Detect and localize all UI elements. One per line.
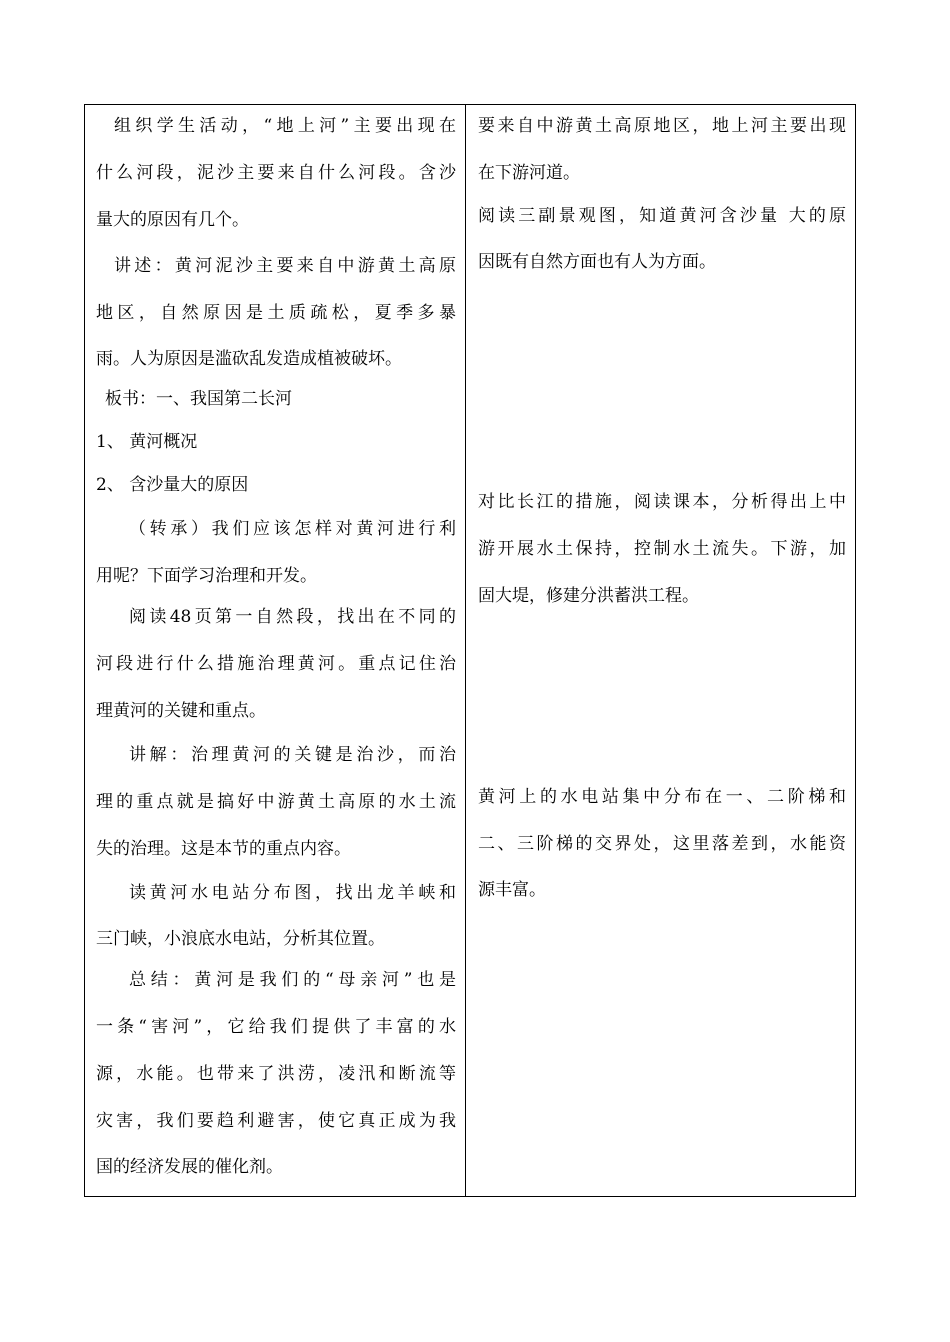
left-line-15: 讲解：治理黄河的关键是治沙，而治 (129, 745, 456, 765)
right-line-4: 因既有自然方面也有人为方面。 (478, 252, 716, 272)
left-line-3: 量大的原因有几个。 (96, 210, 249, 230)
left-line-21: 一条“害河”，它给我们提供了丰富的水 (96, 1017, 456, 1037)
left-line-18: 读黄河水电站分布图，找出龙羊峡和 (129, 883, 456, 903)
left-line-10: （转承）我们应该怎样对黄河进行利 (129, 519, 456, 539)
right-line-2: 在下游河道。 (478, 163, 580, 183)
left-line-12: 阅读48页第一自然段，找出在不同的 (129, 607, 456, 627)
column-divider (465, 104, 466, 1197)
left-line-4: 讲述：黄河泥沙主要来自中游黄土高原 (114, 256, 456, 276)
left-line-14: 理黄河的关键和重点。 (96, 701, 266, 721)
right-line-10: 源丰富。 (478, 880, 546, 900)
left-line-5: 地区，自然原因是土质疏松，夏季多暴 (96, 303, 456, 323)
left-line-16: 理的重点就是搞好中游黄土高原的水土流 (96, 792, 456, 812)
left-line-7: 板书：一、我国第二长河 (105, 389, 292, 409)
right-line-1: 要来自中游黄土高原地区，地上河主要出现 (478, 116, 846, 136)
right-line-9: 二、三阶梯的交界处，这里落差到，水能资 (478, 834, 846, 854)
left-line-2: 什么河段，泥沙主要来自什么河段。含沙 (96, 163, 456, 183)
left-line-23: 灾害，我们要趋利避害，使它真正成为我 (96, 1111, 456, 1131)
left-line-8: 1、 黄河概况 (96, 432, 198, 452)
right-line-6: 游开展水土保持，控制水土流失。下游，加 (478, 539, 846, 559)
left-line-19: 三门峡，小浪底水电站，分析其位置。 (96, 929, 385, 949)
left-line-17: 失的治理。这是本节的重点内容。 (96, 839, 351, 859)
left-line-11: 用呢？下面学习治理和开发。 (96, 566, 317, 586)
right-line-5: 对比长江的措施，阅读课本，分析得出上中 (478, 492, 846, 512)
right-line-7: 固大堤，修建分洪蓄洪工程。 (478, 586, 699, 606)
left-line-6: 雨。人为原因是滥砍乱发造成植被破坏。 (96, 349, 402, 369)
left-line-9: 2、 含沙量大的原因 (96, 475, 249, 495)
right-line-8: 黄河上的水电站集中分布在一、二阶梯和 (478, 787, 846, 807)
left-line-24: 国的经济发展的催化剂。 (96, 1157, 283, 1177)
left-line-13: 河段进行什么措施治理黄河。重点记住治 (96, 654, 456, 674)
left-line-20: 总结：黄河是我们的“母亲河”也是 (129, 970, 456, 990)
right-line-3: 阅读三副景观图，知道黄河含沙量 大的原 (478, 206, 846, 226)
left-line-1: 组织学生活动，“地上河”主要出现在 (114, 116, 456, 136)
left-line-22: 源，水能。也带来了洪涝，凌汛和断流等 (96, 1064, 456, 1084)
